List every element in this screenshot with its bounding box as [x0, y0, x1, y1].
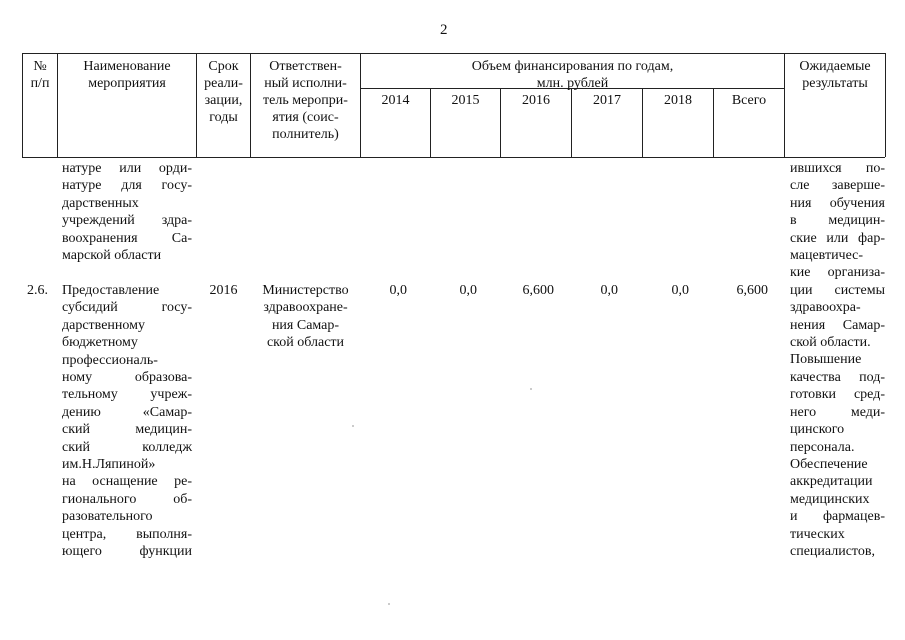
text-line: мацевтичес- [790, 248, 864, 264]
text-line: ющего функции [62, 544, 192, 560]
header-year-2015: 2015 [451, 93, 480, 108]
scan-speck [352, 425, 354, 427]
header-year-2014: 2014 [381, 93, 410, 108]
header-bottom-border [22, 157, 885, 158]
text-line: ившихся по- [790, 161, 885, 176]
text-line: Предоставление [62, 283, 160, 298]
header-year-2016: 2016 [522, 93, 550, 108]
text-line: натуре для госу- [62, 178, 192, 194]
text-line: гионального об- [62, 491, 192, 507]
text-line: ские или фар- [790, 230, 885, 246]
row-value-2014: 0,0 [389, 283, 407, 298]
scan-speck [388, 603, 390, 605]
text-line: Обеспечение [790, 456, 868, 472]
text-line: сле заверше- [790, 178, 885, 194]
scan-speck [530, 388, 532, 390]
text-line: ской области. [790, 335, 871, 351]
row-value-2018: 0,0 [671, 283, 689, 298]
text-line: разовательного [62, 509, 153, 525]
header-year-2018: 2018 [664, 93, 692, 108]
header-results: Ожидаемые результаты [799, 59, 871, 91]
row-value-2016: 6,600 [522, 283, 554, 298]
text-line: ский колледж [62, 439, 192, 455]
col-border-11 [885, 53, 886, 157]
header-term: Срок реали- зации, годы [204, 59, 243, 125]
text-line: центра, выполня- [62, 526, 192, 542]
header-num: № п/п [30, 59, 50, 91]
row-number: 2.6. [27, 283, 48, 298]
header-executor: Ответствен- ный исполни- тель меропри- ятия (соис- полнитель) [263, 59, 348, 142]
text-line: ции системы [790, 282, 885, 298]
header-year-2017: 2017 [593, 93, 621, 108]
text-line: тельному учреж- [62, 387, 192, 403]
row-value-total: 6,600 [736, 283, 768, 298]
text-line: и фармацев- [790, 509, 885, 525]
row-name [62, 282, 192, 561]
row-value-2017: 0,0 [600, 283, 618, 298]
continuation-name [62, 160, 192, 264]
text-line: ному образова- [62, 370, 192, 386]
text-line: дарственных [62, 195, 139, 211]
text-line: него меди- [790, 404, 885, 420]
text-line: профессиональ- [62, 352, 158, 368]
text-line: Повышение [790, 352, 862, 368]
row-value-2015: 0,0 [459, 283, 477, 298]
header-funding: Объем финансирования по годам, млн. рублей [471, 59, 674, 91]
header-name: Наименование мероприятия [83, 59, 171, 91]
continuation-results [790, 160, 885, 560]
text-line: тических [790, 526, 845, 542]
text-line: ский медицин- [62, 422, 192, 438]
text-line: дению «Самар- [62, 404, 192, 420]
text-line: натуре или орди- [62, 161, 192, 176]
text-line: дарственному [62, 317, 145, 333]
row-executor: Министерство здравоохране- ния Самар- ской области [262, 283, 349, 351]
text-line: ния обучения [790, 195, 885, 211]
text-line: здравоохра- [790, 300, 861, 316]
text-line: нения Самар- [790, 317, 885, 333]
text-line: готовки сред- [790, 387, 885, 403]
text-line: персонала. [790, 439, 855, 455]
text-line: цинского [790, 422, 845, 438]
text-line: учреждений здра- [62, 213, 192, 229]
table-top-border [22, 53, 885, 54]
text-line: субсидий госу- [62, 300, 192, 316]
text-line: аккредитации [790, 474, 873, 490]
row-term: 2016 [209, 283, 238, 298]
text-line: специалистов, [790, 543, 875, 559]
text-line: качества под- [790, 369, 885, 385]
text-line: медицинских [790, 491, 870, 507]
text-line: в медицин- [790, 213, 885, 229]
text-line: бюджетному [62, 335, 138, 351]
text-line: им.Н.Ляпиной» [62, 457, 156, 473]
text-line: кие организа- [790, 265, 885, 281]
text-line: на оснащение ре- [62, 474, 192, 490]
page-number: 2 [440, 22, 448, 38]
text-line: марской области [62, 248, 162, 264]
header-total: Всего [731, 93, 767, 108]
text-line: воохранения Са- [62, 230, 192, 246]
